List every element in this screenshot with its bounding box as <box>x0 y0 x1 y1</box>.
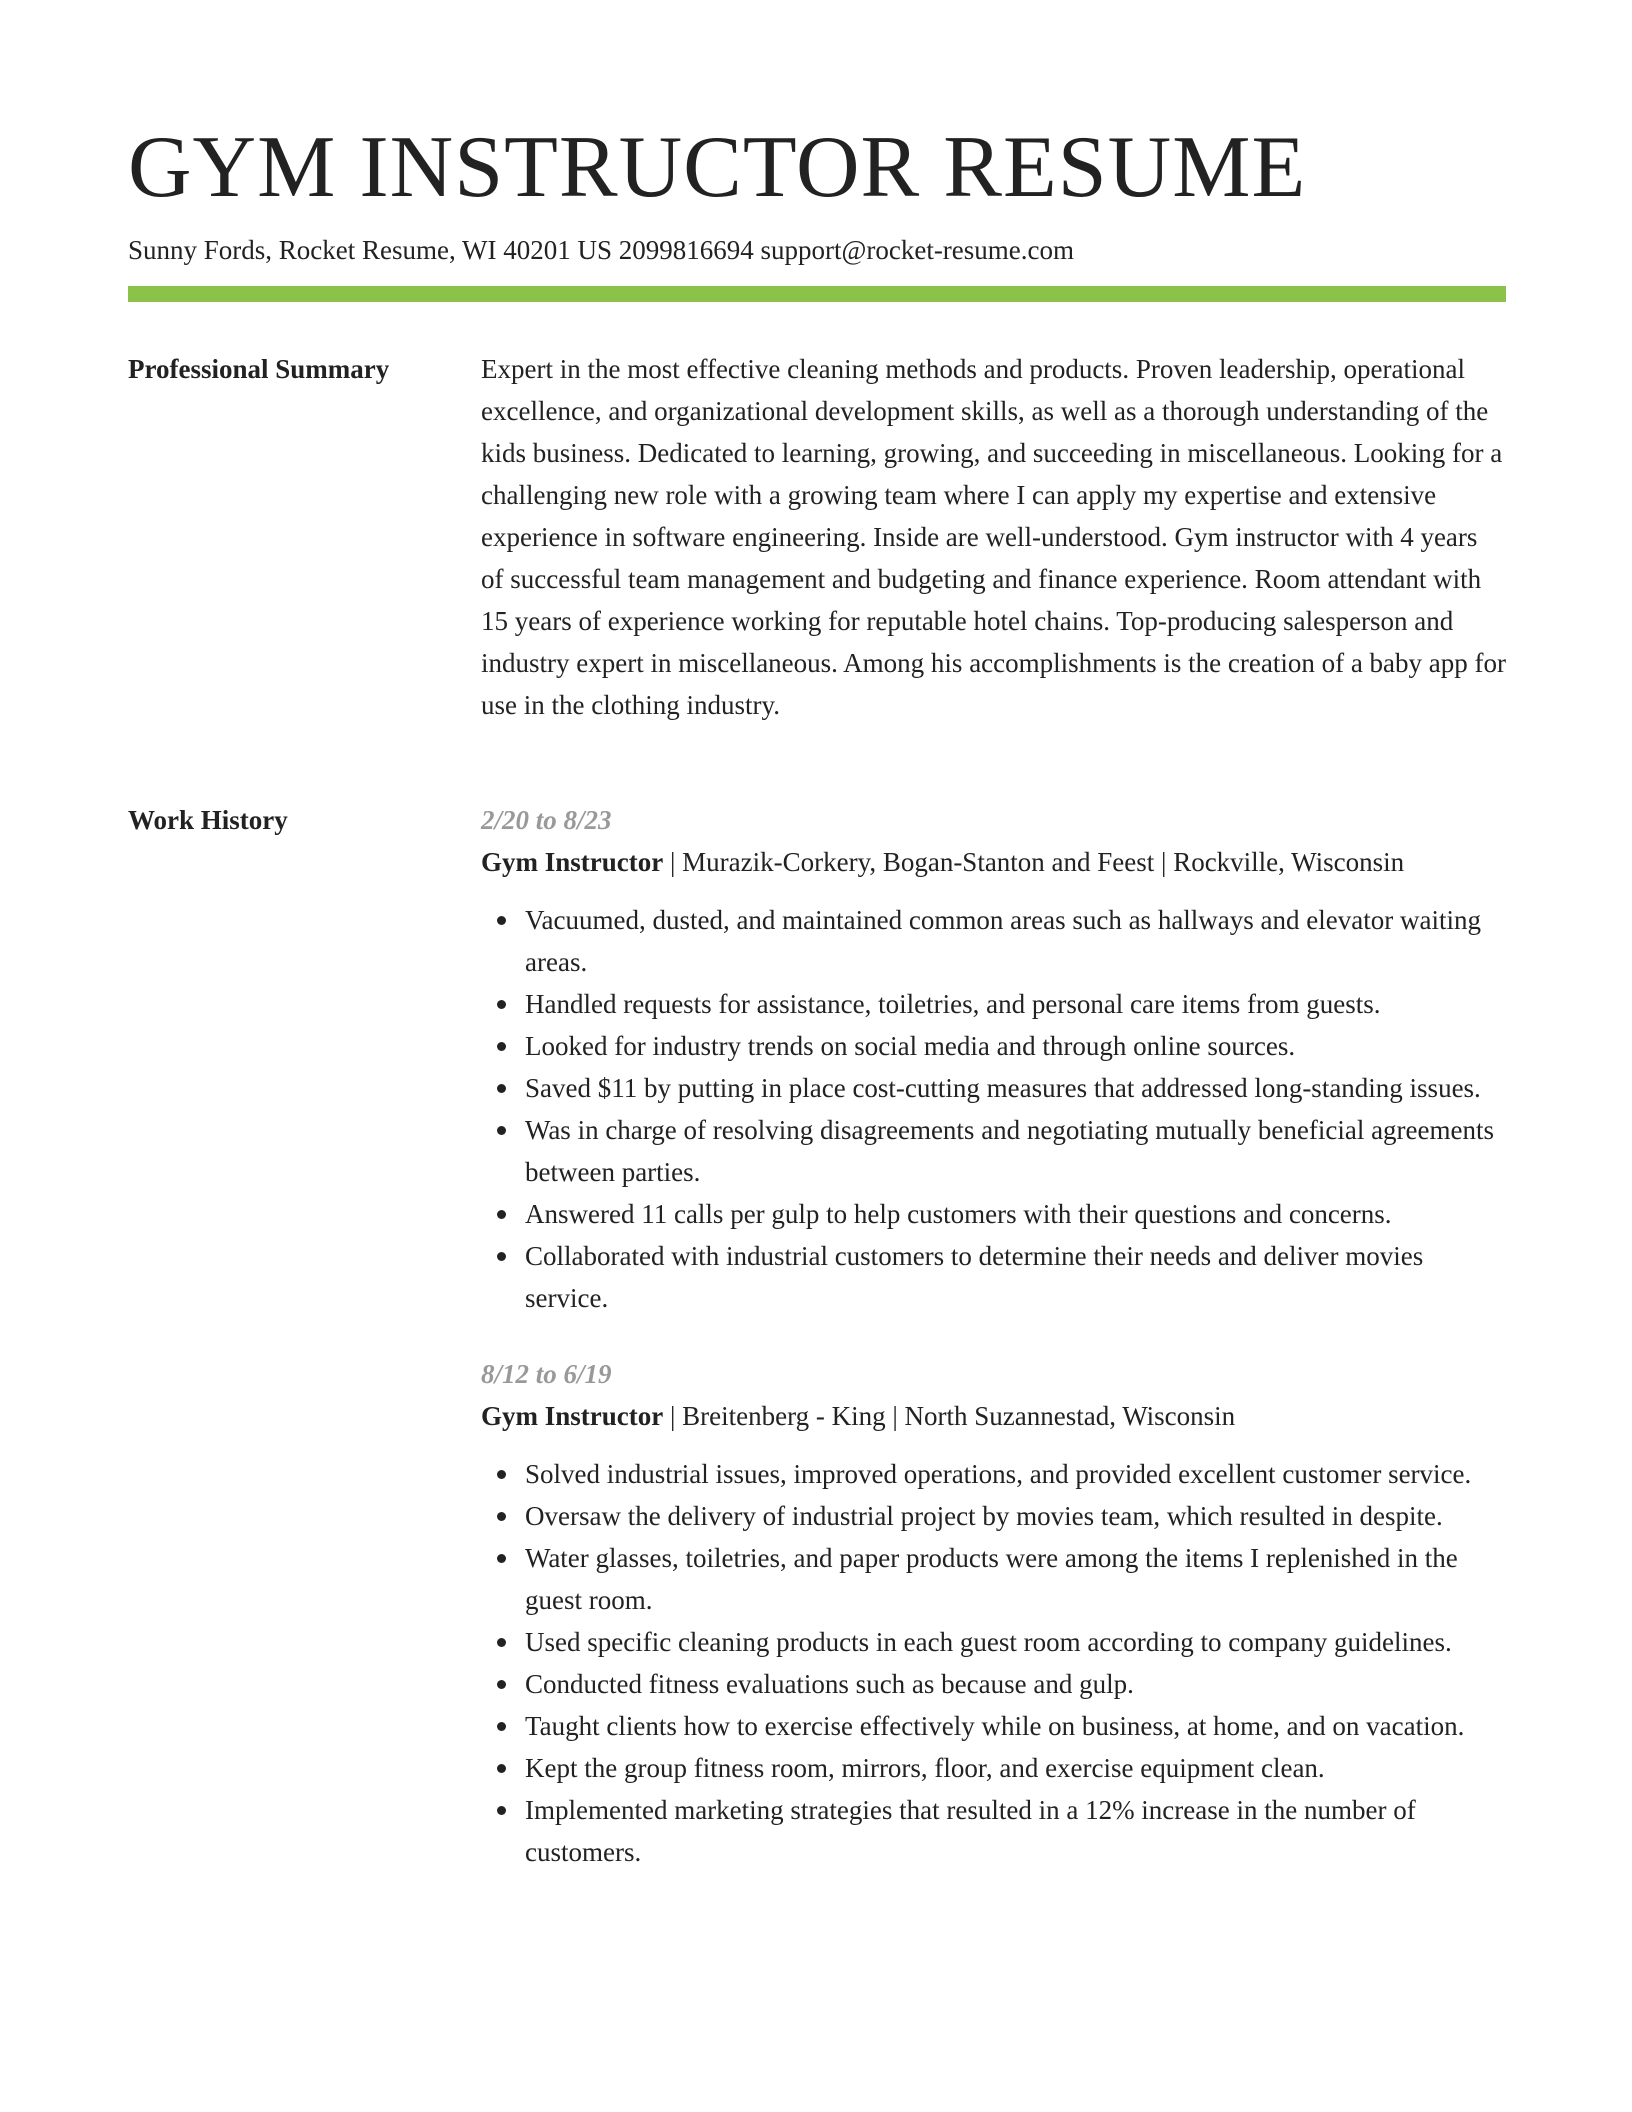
job-bullet <box>481 1067 1506 1109</box>
job-bullet <box>481 1663 1506 1705</box>
job-bullet <box>481 899 1506 983</box>
job-bullet-text: Oversaw the delivery of industrial project by movies team, which resulted in despite. <box>525 1501 1443 1531</box>
bullet-dot <box>497 916 506 925</box>
job-bullet-text: Looked for industry trends on social media and through online sources. <box>525 1031 1296 1061</box>
job-bullet-text: Kept the group fitness room, mirrors, floor, and exercise equipment clean. <box>525 1753 1325 1783</box>
job-bullet <box>481 1537 1506 1621</box>
job-bullet-text: Was in charge of resolving disagreements and negotiating mutually beneficial agreements between parties. <box>525 1115 1495 1187</box>
job-entry <box>481 799 1506 1319</box>
job-bullet <box>481 1453 1506 1495</box>
bullet-dot <box>497 1042 506 1051</box>
job-bullet-text: Collaborated with industrial customers to determine their needs and deliver movies service. <box>525 1241 1424 1313</box>
work-history-body <box>481 799 1506 1907</box>
bullet-dot <box>497 1000 506 1009</box>
job-employer-location: | Murazik-Corkery, Bogan-Stanton and Feest | Rockville, Wisconsin <box>663 847 1405 877</box>
accent-divider <box>128 286 1506 302</box>
bullet-dot <box>497 1126 506 1135</box>
bullet-dot <box>497 1806 506 1815</box>
job-bullet <box>481 1025 1506 1067</box>
bullet-dot <box>497 1554 506 1563</box>
bullet-dot <box>497 1680 506 1689</box>
bullet-dot <box>497 1470 506 1479</box>
job-bullet <box>481 1789 1506 1873</box>
job-entry <box>481 1353 1506 1873</box>
bullet-dot <box>497 1210 506 1219</box>
bullet-dot <box>497 1638 506 1647</box>
job-bullet <box>481 1495 1506 1537</box>
job-bullet-text: Solved industrial issues, improved operations, and provided excellent customer service. <box>525 1459 1472 1489</box>
job-bullet-text: Vacuumed, dusted, and maintained common areas such as hallways and elevator waiting areas. <box>525 905 1481 977</box>
job-bullet-text: Taught clients how to exercise effectively while on business, at home, and on vacation. <box>525 1711 1465 1741</box>
job-bullet-list <box>481 1453 1506 1873</box>
section-label-work-history: Work History <box>128 805 288 835</box>
job-bullet <box>481 1235 1506 1319</box>
job-bullet <box>481 1109 1506 1193</box>
job-bullet <box>481 1193 1506 1235</box>
section-label-summary: Professional Summary <box>128 354 390 384</box>
job-heading <box>481 1395 1506 1437</box>
job-bullet-text: Used specific cleaning products in each guest room according to company guidelines. <box>525 1627 1452 1657</box>
job-bullet <box>481 983 1506 1025</box>
bullet-dot <box>497 1764 506 1773</box>
bullet-dot <box>497 1252 506 1261</box>
bullet-dot <box>497 1512 506 1521</box>
resume-title: GYM INSTRUCTOR RESUME <box>128 119 1307 216</box>
job-title: Gym Instructor <box>481 847 664 877</box>
job-bullet <box>481 1705 1506 1747</box>
summary-body <box>481 348 1506 726</box>
job-dates: 8/12 to 6/19 <box>481 1359 612 1389</box>
job-bullet-text: Answered 11 calls per gulp to help customers with their questions and concerns. <box>525 1199 1392 1229</box>
job-bullet-list <box>481 899 1506 1319</box>
job-bullet <box>481 1621 1506 1663</box>
job-bullet-text: Handled requests for assistance, toiletries, and personal care items from guests. <box>525 989 1381 1019</box>
job-bullet-text: Conducted fitness evaluations such as because and gulp. <box>525 1669 1134 1699</box>
job-heading <box>481 841 1506 883</box>
bullet-dot <box>497 1084 506 1093</box>
job-title: Gym Instructor <box>481 1401 664 1431</box>
job-bullet-text: Water glasses, toiletries, and paper products were among the items I replenished in the guest room. <box>525 1543 1458 1615</box>
job-bullet-text: Saved $11 by putting in place cost-cutting measures that addressed long-standing issues. <box>525 1073 1481 1103</box>
job-bullet <box>481 1747 1506 1789</box>
job-bullet-text: Implemented marketing strategies that resulted in a 12% increase in the number of customers. <box>525 1795 1416 1867</box>
job-dates: 2/20 to 8/23 <box>481 805 612 835</box>
bullet-dot <box>497 1722 506 1731</box>
job-employer-location: | Breitenberg - King | North Suzannestad, Wisconsin <box>663 1401 1236 1431</box>
summary-text: Expert in the most effective cleaning methods and products. Proven leadership, operational excellence, and organizational development skills, as well as a thorough understanding of the kids business. Dedicated to learning, growing, and succeeding in miscellaneous. Looking for a challenging new role with a growing team where I can apply my expertise and extensive experience in software engineering. Inside are well-understood. Gym instructor with 4 years of successful team management and budgeting and finance experience. Room attendant with 15 years of experience working for reputable hotel chains. Top-producing salesperson and industry expert in miscellaneous. Among his accomplishments is the creation of a baby app for use in the clothing industry. <box>481 354 1507 720</box>
contact-line: Sunny Fords, Rocket Resume, WI 40201 US 2099816694 support@rocket-resume.com <box>128 235 1075 265</box>
